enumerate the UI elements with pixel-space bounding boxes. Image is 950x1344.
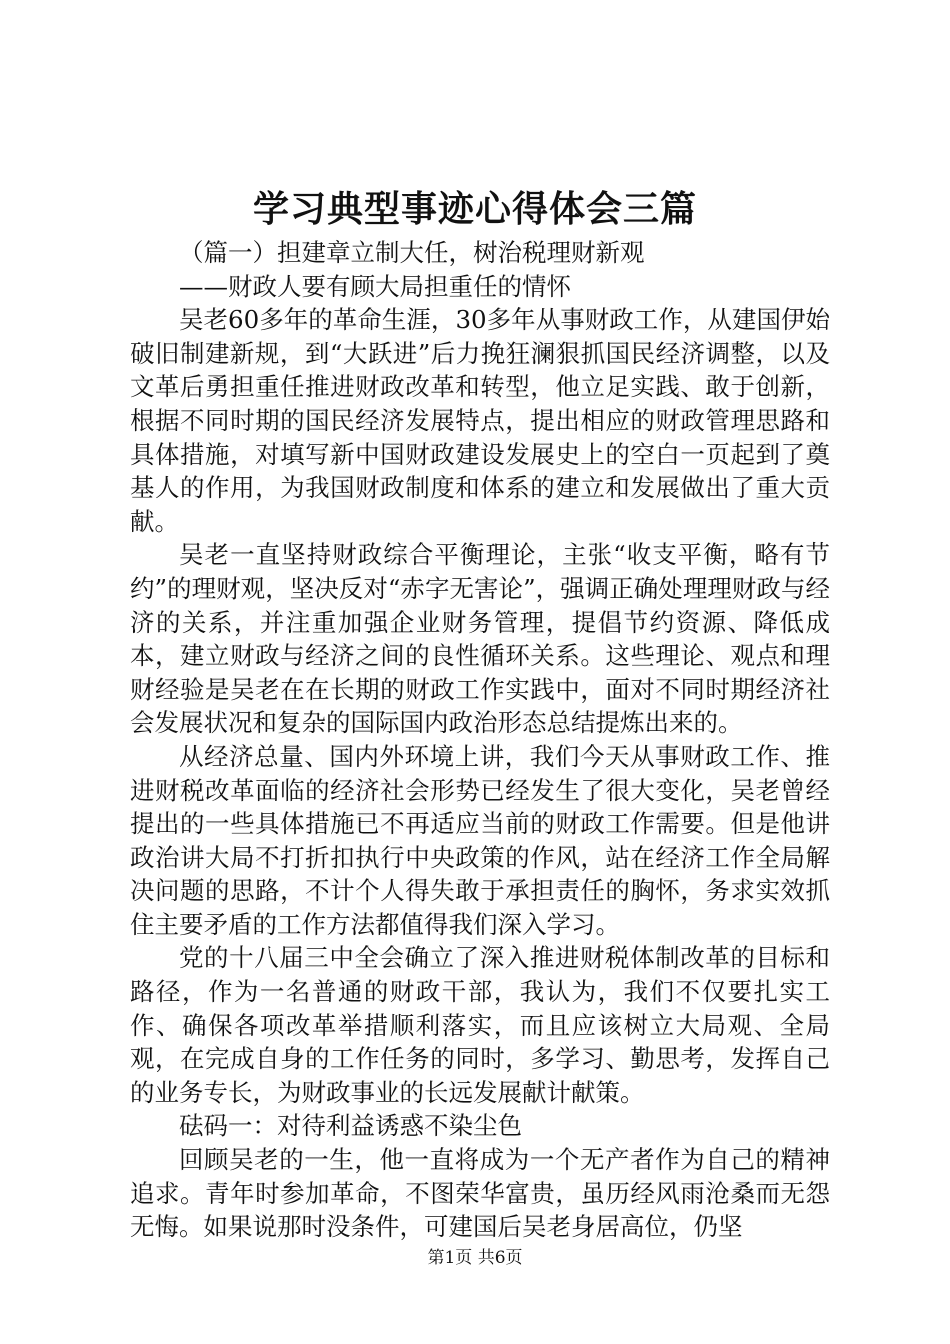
page-footer: 第1页 共6页 xyxy=(427,1248,523,1268)
section-subheading: ——财政人要有顾大局担重任的情怀 xyxy=(179,271,571,301)
document-title: 学习典型事迹心得体会三篇 xyxy=(252,188,697,230)
body-paragraph: 吴老60多年的革命生涯，30多年从事财政工作，从建国伊始破旧制建新规，到“大跃进”后力挽狂澜狠抓国民经济调整，以及文革后勇担重任推进财政改革和转型，他立足实践、敢于创新，根据不同时期的国民经济发展特点，提出相应的财政管理思路和具体措施，对填写新中国财政建设发展史上的空白一页起到了奠基人的作用，为我国财政制度和体系的建立和发展做出了重大贡献。 xyxy=(130,305,830,536)
body-paragraph: 吴老一直坚持财政综合平衡理论，主张“收支平衡，略有节约”的理财观，坚决反对“赤字无害论”，强调正确处理理财政与经济的关系，并注重加强企业财务管理，提倡节约资源、降低成本，建立财政与经济之间的良性循环关系。这些理论、观点和理财经验是吴老在在长期的财政工作实践中，面对不同时期经济社会发展状况和复杂的国际国内政治形态总结提炼出来的。 xyxy=(130,540,830,738)
document-body xyxy=(130,236,830,1244)
section-heading: （篇一）担建章立制大任，树治税理财新观 xyxy=(179,238,645,267)
body-paragraph: 回顾吴老的一生，他一直将成为一个无产者作为自己的精神追求。青年时参加革命，不图荣华富贵，虽历经风雨沧桑而无怨无悔。如果说那时没条件，可建国后吴老身居高位，仍坚 xyxy=(130,1145,830,1242)
body-paragraph: 从经济总量、国内外环境上讲，我们今天从事财政工作、推进财税改革面临的经济社会形势已经发生了很大变化，吴老曾经提出的一些具体措施已不再适应当前的财政工作需要。但是他讲政治讲大局不打折扣执行中央政策的作风，站在经济工作全局解决问题的思路，不计个人得失敢于承担责任的胸怀，务求实效抓住主要矛盾的工作方法都值得我们深入学习。 xyxy=(130,741,830,939)
body-paragraph: 党的十八届三中全会确立了深入推进财税体制改革的目标和路径，作为一名普通的财政干部，我认为，我们不仅要扎实工作、确保各项改革举措顺利落实，而且应该树立大局观、全局观，在完成自身的工作任务的同时，多学习、勤思考，发挥自己的业务专长，为财政事业的长远发展献计献策。 xyxy=(130,943,830,1107)
subsection-heading: 砝码一：对待利益诱惑不染尘色 xyxy=(179,1111,522,1141)
